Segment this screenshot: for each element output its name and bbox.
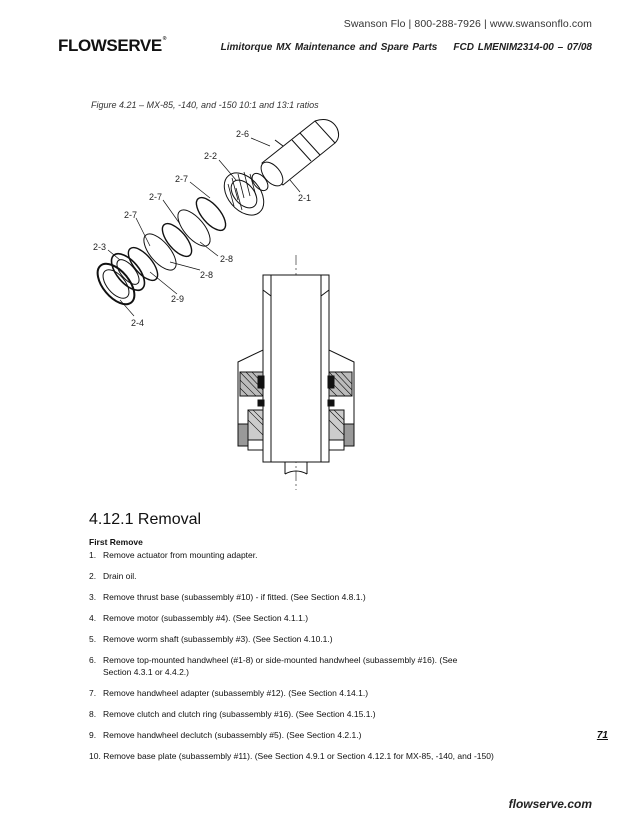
step-number: 4. [89, 613, 97, 623]
ring-2-8-a [172, 205, 216, 252]
ring-2-7-b [157, 219, 197, 261]
step-text: Remove actuator from mounting adapter. [103, 550, 258, 560]
step-2 [89, 570, 137, 582]
callout-2-8-a: 2-8 [220, 254, 234, 264]
sectional-view [238, 255, 354, 490]
step-number: 5. [89, 634, 97, 644]
ring-2-7-a [191, 193, 231, 235]
contact-line: Swanson Flo | 800-288-7926 | www.swansonflo.com [343, 18, 592, 30]
section-title: 4.12.1 Removal [89, 511, 202, 528]
step-3 [89, 591, 366, 603]
flowserve-logo: FLOWSERVE® [58, 36, 167, 55]
callout-2-7-top: 2-7 [175, 174, 189, 184]
callout-2-6: 2-6 [236, 129, 250, 139]
step-number: 7. [89, 688, 97, 698]
step-text: Section 4.3.1 or 4.4.2.) [103, 667, 189, 677]
callout-2-7-mid: 2-7 [149, 192, 163, 202]
footer-url: flowserve.com [508, 797, 592, 811]
callout-2-8-b: 2-8 [200, 270, 214, 280]
step-10 [89, 750, 494, 762]
step-number: 9. [89, 730, 97, 740]
step-6 [89, 654, 457, 666]
step-4 [89, 612, 308, 624]
step-text: Remove thrust base (subassembly #10) - if fitted. (See Section 4.8.1.) [103, 592, 366, 602]
page-number: 71 [596, 730, 608, 741]
step-text: Remove clutch and clutch ring (subassembly #16). (See Section 4.15.1.) [103, 709, 376, 719]
figure-caption: Figure 4.21 – MX-85, -140, and -150 10:1 and 13:1 ratios [91, 100, 319, 110]
step-number: 8. [89, 709, 97, 719]
step-text: Remove top-mounted handwheel (#1-8) or side-mounted handwheel (subassembly #16). (See [103, 655, 458, 665]
callout-2-1: 2-1 [298, 193, 312, 203]
callout-2-4: 2-4 [131, 318, 145, 328]
step-text: Remove handwheel declutch (subassembly #5). (See Section 4.2.1.) [103, 730, 362, 740]
step-text: Remove motor (subassembly #4). (See Section 4.1.1.) [103, 613, 309, 623]
step-5 [89, 633, 333, 645]
step-1 [89, 549, 258, 561]
step-7 [89, 687, 368, 699]
manual-title: Limitorque MX Maintenance and Spare Parts [220, 42, 438, 53]
step-number: 10. [89, 751, 101, 761]
callout-2-3: 2-3 [93, 242, 107, 252]
step-8 [89, 708, 376, 720]
logo-text: FLOWSERVE [58, 36, 162, 55]
callout-2-7-low: 2-7 [124, 210, 138, 220]
step-9 [89, 729, 361, 741]
step-text: Remove worm shaft (subassembly #3). (See Section 4.10.1.) [103, 634, 333, 644]
step-number: 1. [89, 550, 97, 560]
step-number: 3. [89, 592, 97, 602]
worm-gear-shaft [257, 120, 339, 190]
step-text: Drain oil. [103, 571, 137, 581]
step-text: Remove base plate (subassembly #11). (See Section 4.9.1 or Section 4.12.1 for MX-85, -140, and -150) [103, 751, 494, 761]
step-6-continued [103, 666, 189, 678]
step-number: 2. [89, 571, 97, 581]
first-remove-heading: First Remove [89, 537, 143, 547]
doc-code: FCD LMENIM2314-00 – 07/08 [453, 42, 592, 53]
callout-2-2: 2-2 [204, 151, 218, 161]
step-text: Remove handwheel adapter (subassembly #12). (See Section 4.14.1.) [103, 688, 369, 698]
callout-2-9: 2-9 [171, 294, 185, 304]
step-number: 6. [89, 655, 97, 665]
